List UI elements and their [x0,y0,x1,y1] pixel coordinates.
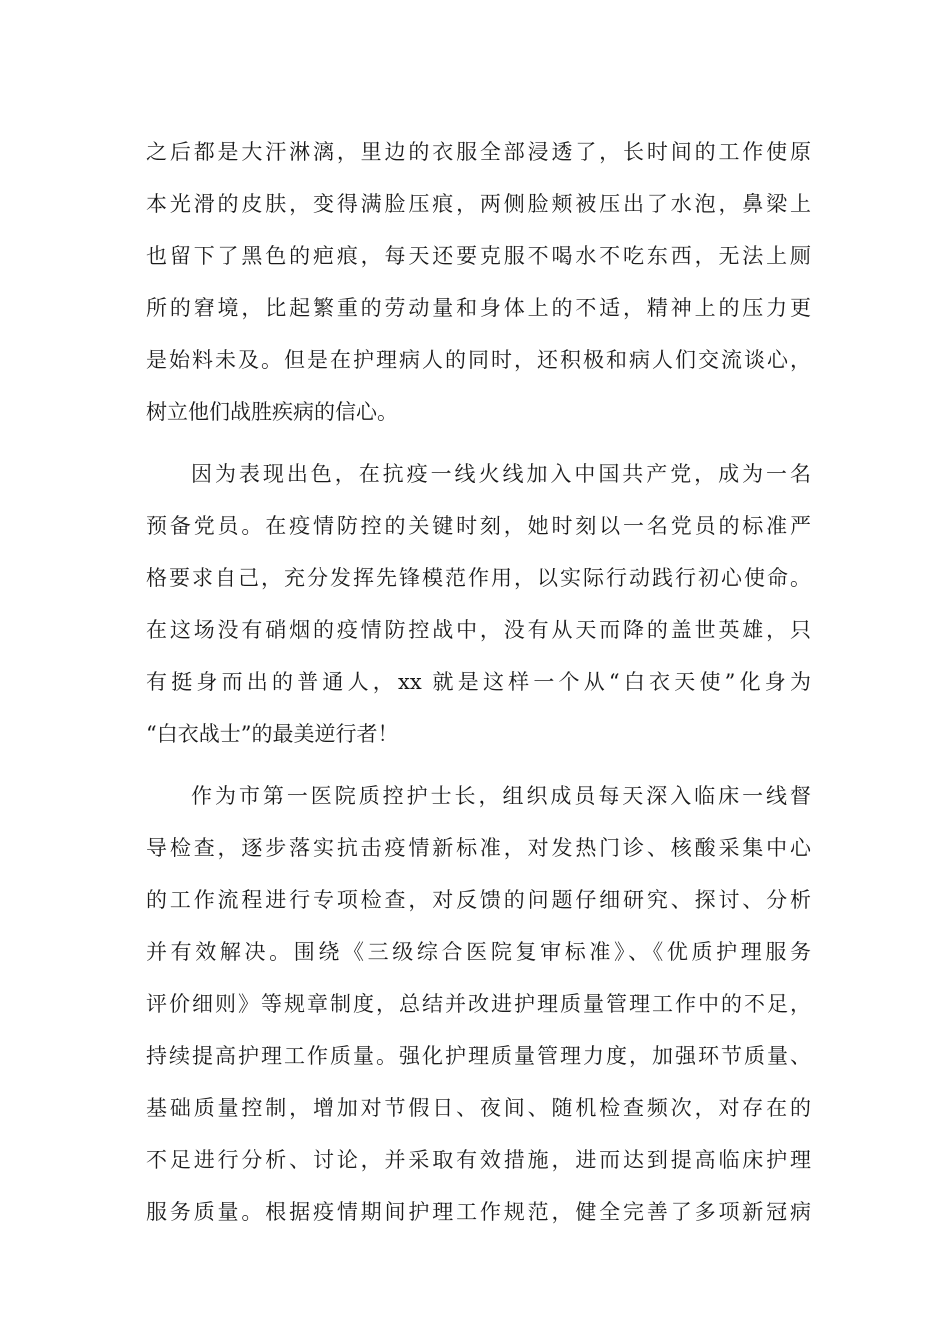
paragraph-line: 因为表现出色，在抗疫一线火线加入中国共产党，成为一名 [191,462,811,486]
paragraph-spacing [146,760,811,770]
paragraph-line: 之后都是大汗淋漓，里边的衣服全部浸透了，长时间的工作使原 [146,140,811,164]
paragraph-line: 基础质量控制，增加对节假日、夜间、随机检查频次，对存在的 [146,1096,811,1120]
paragraph-line: 是始料未及。但是在护理病人的同时，还积极和病人们交流谈心， [146,348,811,372]
paragraph-line: 树立他们战胜疾病的信心。 [146,400,398,424]
paragraph-line: 所的窘境，比起繁重的劳动量和身体上的不适，精神上的压力更 [146,296,811,320]
paragraph-2 [146,448,811,760]
paragraph-line: 的工作流程进行专项检查，对反馈的问题仔细研究、探讨、分析 [146,888,811,912]
paragraph-line: 持续提高护理工作质量。强化护理质量管理力度，加强环节质量、 [146,1044,811,1068]
paragraph-line: 导检查，逐步落实抗击疫情新标准，对发热门诊、核酸采集中心 [146,836,811,860]
document-body [146,126,811,1238]
paragraph-line: “白衣战士”的最美逆行者！ [146,722,399,746]
paragraph-line: 服务质量。根据疫情期间护理工作规范，健全完善了多项新冠病 [146,1200,811,1224]
paragraph-line: 格要求自己，充分发挥先锋模范作用，以实际行动践行初心使命。 [146,566,811,590]
paragraph-line: 评价细则》等规章制度，总结并改进护理质量管理工作中的不足， [146,992,811,1016]
paragraph-line: 作为市第一医院质控护士长，组织成员每天深入临床一线督 [191,784,811,808]
paragraph-1 [146,126,811,438]
paragraph-line: 本光滑的皮肤，变得满脸压痕，两侧脸颊被压出了水泡，鼻梁上 [146,192,811,216]
paragraph-line: 在这场没有硝烟的疫情防控战中，没有从天而降的盖世英雄，只 [146,618,811,642]
paragraph-line: 并有效解决。围绕《三级综合医院复审标准》、《优质护理服务 [146,940,811,964]
paragraph-line: 不足进行分析、讨论，并采取有效措施，进而达到提高临床护理 [146,1148,811,1172]
paragraph-line: 也留下了黑色的疤痕，每天还要克服不喝水不吃东西，无法上厕 [146,244,811,268]
paragraph-spacing [146,438,811,448]
paragraph-line: 预备党员。在疫情防控的关键时刻，她时刻以一名党员的标准严 [146,514,811,538]
paragraph-3 [146,770,811,1238]
paragraph-line: 有挺身而出的普通人，xx 就是这样一个从“白衣天使”化身为 [146,670,811,694]
